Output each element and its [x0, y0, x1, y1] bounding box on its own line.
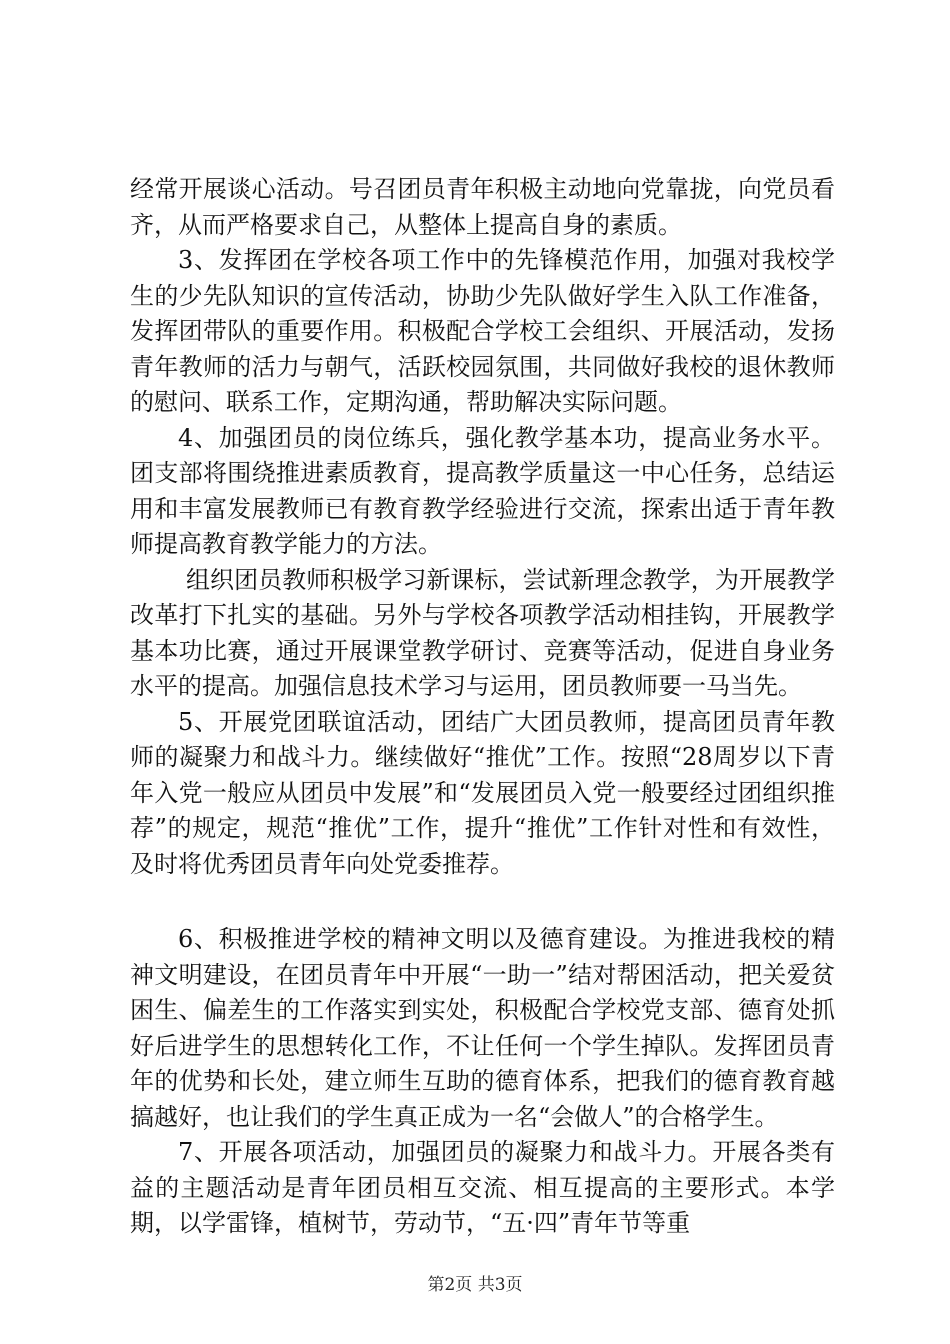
paragraph-spacer [130, 882, 835, 922]
page-footer: 第2页 共3页 [427, 1275, 523, 1295]
paragraph-item-7: 7、开展各项活动，加强团员的凝聚力和战斗力。开展各类有益的主题活动是青年团员相互交流、相互提高的主要形式。本学期，以学雷锋，植树节，劳动节，“五·四”青年节等重 [130, 1138, 835, 1237]
paragraph-item-6: 6、积极推进学校的精神文明以及德育建设。为推进我校的精神文明建设，在团员青年中开展“一助一”结对帮困活动，把关爱贫困生、偏差生的工作落实到实处，积极配合学校党支部、德育处抓好后进学生的思想转化工作，不让任何一个学生掉队。发挥团员青年的优势和长处，建立师生互助的德育体系，把我们的德育教育越搞越好，也让我们的学生真正成为一名“会做人”的合格学生。 [130, 925, 835, 1131]
paragraph-continuation: 经常开展谈心活动。号召团员青年积极主动地向党靠拢，向党员看齐，从而严格要求自己，从整体上提高自身的素质。 [130, 175, 835, 239]
paragraph-item-5: 5、开展党团联谊活动，团结广大团员教师，提高团员青年教师的凝聚力和战斗力。继续做好“推优”工作。按照“28周岁以下青年入党一般应从团员中发展”和“发展团员入党一般要经过团组织推荐”的规定，规范“推优”工作，提升“推优”工作针对性和有效性，及时将优秀团员青年向处党委推荐。 [130, 707, 835, 878]
paragraph-item-4: 4、加强团员的岗位练兵，强化教学基本功，提高业务水平。团支部将围绕推进素质教育，提高教学质量这一中心任务，总结运用和丰富发展教师已有教育教学经验进行交流，探索出适于青年教师提高教育教学能力的方法。 [130, 423, 835, 558]
paragraph-item-4-detail: 组织团员教师积极学习新课标，尝试新理念教学，为开展教学改革打下扎实的基础。另外与学校各项教学活动相挂钩，开展教学基本功比赛，通过开展课堂教学研讨、竞赛等活动，促进自身业务水平的提高。加强信息技术学习与运用，团员教师要一马当先。 [130, 565, 835, 700]
document-body [130, 172, 835, 1242]
paragraph-item-3: 3、发挥团在学校各项工作中的先锋模范作用，加强对我校学生的少先队知识的宣传活动，协助少先队做好学生入队工作准备，发挥团带队的重要作用。积极配合学校工会组织、开展活动，发扬青年教师的活力与朝气，活跃校园氛围，共同做好我校的退休教师的慰问、联系工作，定期沟通，帮助解决实际问题。 [130, 246, 835, 416]
